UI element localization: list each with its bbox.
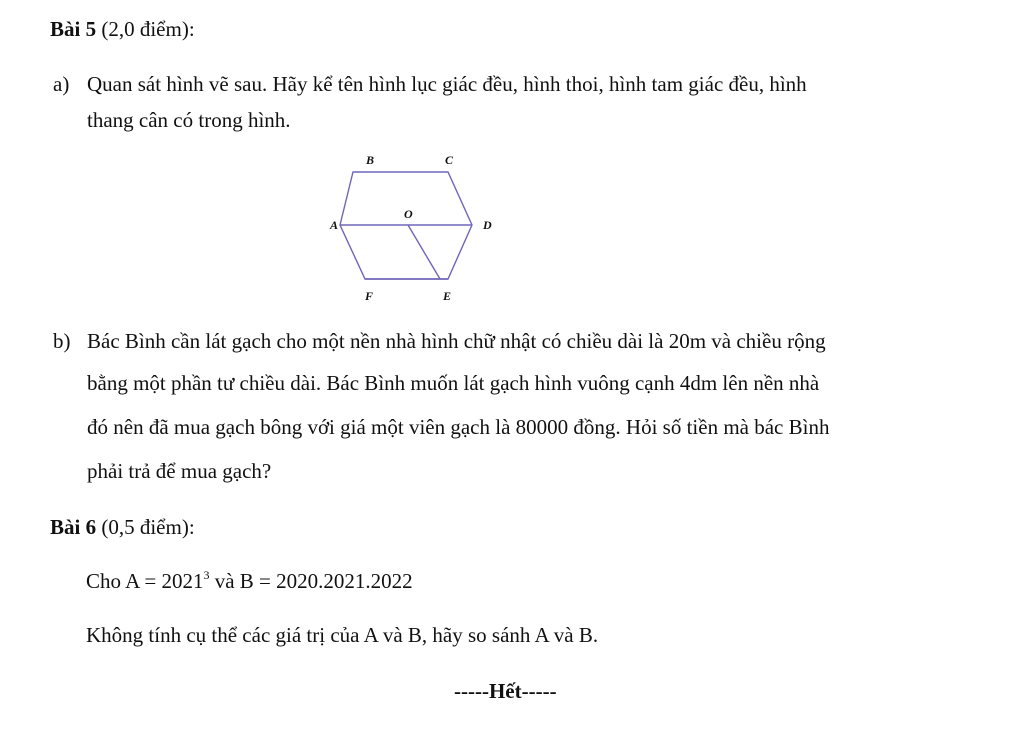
- bai6-question: Không tính cụ thể các giá trị của A và B, hãy so sánh A và B.: [86, 623, 599, 647]
- label-D: D: [483, 218, 492, 232]
- segment-OE: [408, 225, 440, 279]
- expr-a: A = 2021: [125, 569, 204, 593]
- part-a-line-2: thang cân có trong hình.: [87, 108, 291, 132]
- bai5-title-rest: (2,0 điểm):: [96, 17, 195, 41]
- end-dashes-left: -----: [454, 679, 489, 703]
- bai6-heading: [50, 517, 195, 538]
- part-b-line-3-end: đồng. Hỏi số tiền mà bác Bình: [568, 415, 830, 439]
- label-E: E: [443, 289, 452, 303]
- given-prefix: Cho: [86, 569, 126, 593]
- bai5-heading: [50, 19, 195, 40]
- hexagon-figure: [320, 148, 500, 308]
- bai6-title-rest: (0,5 điểm):: [96, 515, 195, 539]
- label-F: F: [365, 289, 374, 303]
- expr-a-exponent: 3: [203, 568, 210, 582]
- part-b-marker: b): [53, 329, 71, 353]
- connector: và: [209, 569, 240, 593]
- part-b-line-4: phải trả để mua gạch?: [87, 459, 272, 483]
- given-expression: [86, 568, 413, 593]
- part-b-line-3-start: đó nên đã mua gạch bông với giá một viên gạch là: [87, 415, 516, 439]
- part-a-line-1: Quan sát hình vẽ sau. Hãy kể tên hình lục giác đều, hình thoi, hình tam giác đều, hình: [87, 72, 807, 96]
- tile-price: 80000: [515, 415, 569, 439]
- part-b-line-3: [87, 417, 829, 438]
- bai5-title-bold: Bài 5: [50, 17, 97, 41]
- hexagon-lines: [340, 172, 472, 279]
- label-B: B: [366, 153, 375, 167]
- label-C: C: [445, 153, 454, 167]
- expr-b: B = 2020.2021.2022: [239, 569, 413, 593]
- end-marker: [454, 681, 557, 702]
- bai6-title-bold: Bài 6: [50, 515, 97, 539]
- label-O: O: [404, 207, 413, 221]
- label-A: A: [330, 218, 339, 232]
- end-word: Hết: [488, 679, 522, 703]
- end-dashes-right: -----: [521, 679, 557, 703]
- part-b-line-1: Bác Bình cần lát gạch cho một nền nhà hình chữ nhật có chiều dài là 20m và chiều rộng: [87, 329, 826, 353]
- part-b-line-2: bằng một phần tư chiều dài. Bác Bình muốn lát gạch hình vuông cạnh 4dm lên nền nhà: [87, 371, 820, 395]
- part-a-marker: a): [53, 72, 70, 96]
